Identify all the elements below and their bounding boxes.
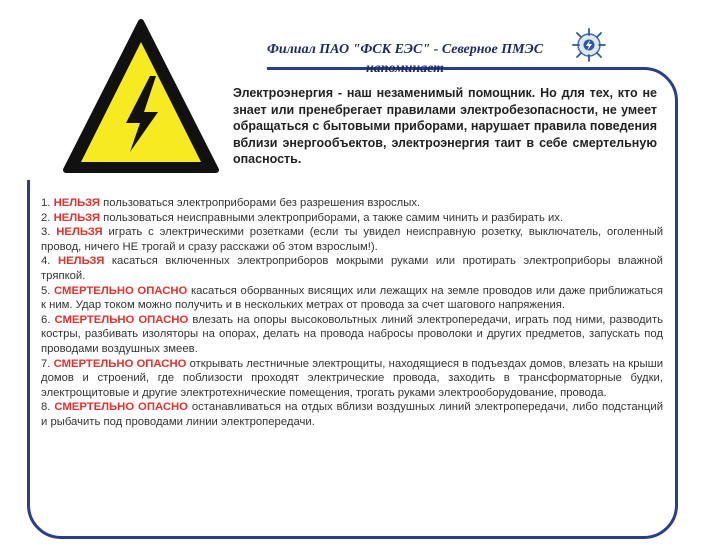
rule-keyword: НЕЛЬЗЯ: [53, 211, 100, 224]
rule-keyword: СМЕРТЕЛЬНО ОПАСНО: [54, 284, 188, 297]
rule-number: 7.: [41, 357, 51, 370]
page-title: Филиал ПАО "ФСК ЕЭС" - Северное ПМЭС: [266, 42, 544, 57]
rule-text: пользоваться электроприборами без разрешения взрослых.: [99, 197, 421, 209]
list-item: [41, 225, 663, 254]
rule-text: касаться включенных электроприборов мокрыми руками или протирать электроприборы влажной тряпкой.: [41, 255, 663, 282]
rule-text: останавливаться на отдых вблизи воздушных линий электропередачи, либо подстанций и рыбачить под проводами линии электропередачи.: [41, 401, 664, 428]
intro-paragraph: Электроэнергия - наш незаменимый помощник. Но для тех, кто не знает или пренебрегает правилами электробезопасности, не умеет обращаться с бытовыми приборами, нарушает правила поведения вблизи энергообъектов, электроэнергия таит в себе смертельную опасность.: [233, 86, 657, 166]
rule-keyword: НЕЛЬЗЯ: [53, 197, 100, 209]
page-subtitle: напоминает: [365, 61, 445, 76]
rule-text: пользоваться неисправными электроприборами, а также самим чинить и разбирать их.: [99, 211, 564, 224]
list-item: [41, 400, 663, 429]
rule-text: открывать лестничные электрощиты, находящиеся в подъездах домов, влезать на крыши домов и строений, где поблизости проходят электрические провода, заходить в трансформаторные будки, электрощитовые и другие электротехнические помещения, трогать руками электрооборудование, провода.: [41, 357, 664, 399]
list-item: [41, 211, 663, 226]
rule-number: 4.: [41, 255, 51, 268]
rules-list: [41, 196, 663, 430]
rule-number: 5.: [41, 284, 51, 297]
rule-text: влезать на опоры высоковольтных линий электропередачи, играть под ними, разводить костры, разбивать изоляторы на опорах, делать на провода набросы проволоки и других предметов, запускать под проводами воздушных змеев.: [41, 313, 664, 355]
rule-keyword: СМЕРТЕЛЬНО ОПАСНО: [54, 401, 188, 414]
list-item: [41, 254, 663, 283]
energy-company-logo-icon: [571, 28, 607, 62]
list-item: [41, 313, 663, 357]
rule-keyword: СМЕРТЕЛЬНО ОПАСНО: [54, 313, 189, 326]
rule-keyword: НЕЛЬЗЯ: [57, 255, 105, 268]
rule-number: 3.: [41, 226, 51, 239]
rule-number: 8.: [41, 401, 51, 414]
rule-text: играть с электрическими розетками (если ты увидел неисправную розетку, выключатель, оголенный провод, ничего НЕ трогай и сразу расскажи об этом взрослым!).: [41, 226, 663, 253]
high-voltage-warning-icon: [62, 16, 220, 176]
rule-keyword: НЕЛЬЗЯ: [56, 226, 103, 239]
list-item: [41, 196, 663, 211]
rule-keyword: СМЕРТЕЛЬНО ОПАСНО: [53, 357, 187, 370]
rule-number: 6.: [41, 313, 51, 326]
rule-number: 2.: [41, 211, 51, 224]
list-item: [41, 284, 663, 313]
rule-number: 1.: [41, 197, 51, 209]
list-item: [41, 357, 663, 401]
rule-text: касаться оборванных висящих или лежащих на земле проводов или даже приближаться к ним. Удар током можно получить и в нескольких метрах от провода за счет шагового напряжения.: [41, 284, 664, 312]
